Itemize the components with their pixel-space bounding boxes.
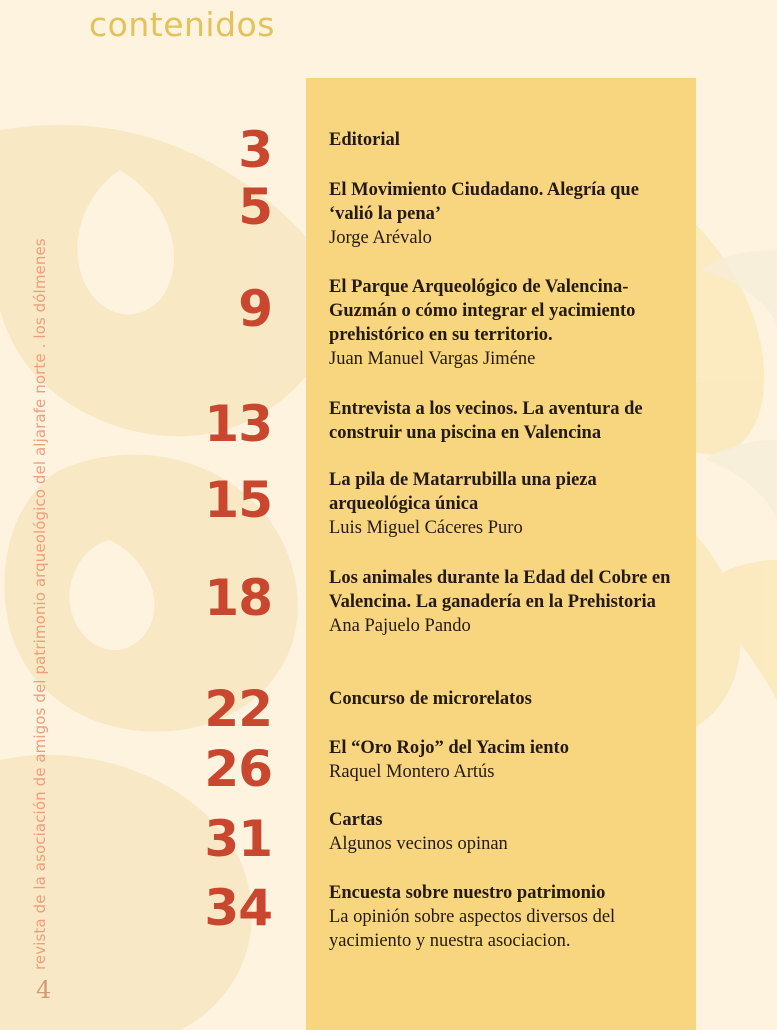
toc-title: El “Oro Rojo” del Yacim iento bbox=[329, 738, 569, 758]
toc-title: Cartas bbox=[329, 810, 383, 830]
toc-page-number: 34 bbox=[204, 879, 272, 937]
toc-title: El Movimiento Ciudadano. Alegría que ‘valió la pena’ bbox=[329, 180, 639, 224]
toc-title: La pila de Matarrubilla una pieza arqueológica única bbox=[329, 470, 597, 514]
magazine-caption: revista de la asociación de amigos del patrimonio arqueológico del aljarafe norte . los dólmenes bbox=[31, 238, 49, 970]
toc-page-number: 9 bbox=[238, 280, 272, 338]
toc-page-number: 3 bbox=[238, 121, 272, 179]
toc-entry[interactable] bbox=[329, 468, 674, 540]
page-title: contenidos bbox=[89, 5, 275, 44]
toc-page-number: 31 bbox=[204, 810, 272, 868]
toc-author: Ana Pajuelo Pando bbox=[329, 616, 471, 636]
toc-entry[interactable] bbox=[329, 275, 674, 371]
toc-page-number: 15 bbox=[204, 471, 272, 529]
toc-page-number: 5 bbox=[238, 178, 272, 236]
toc-entry[interactable] bbox=[329, 178, 674, 250]
toc-title: El Parque Arqueológico de Valencina-Guzmán o cómo integrar el yacimiento prehistórico en su territorio. bbox=[329, 277, 636, 345]
page-number: 4 bbox=[36, 976, 52, 1004]
toc-entry[interactable] bbox=[329, 128, 674, 152]
toc-author: Jorge Arévalo bbox=[329, 228, 432, 248]
toc-title: Concurso de microrelatos bbox=[329, 689, 532, 709]
toc-entry[interactable] bbox=[329, 808, 674, 856]
toc-author: Luis Miguel Cáceres Puro bbox=[329, 518, 523, 538]
toc-entry[interactable] bbox=[329, 687, 674, 711]
toc-title: Encuesta sobre nuestro patrimonio bbox=[329, 883, 606, 903]
toc-author: Juan Manuel Vargas Jiméne bbox=[329, 349, 536, 369]
toc-page-number: 13 bbox=[204, 395, 272, 453]
toc-title: Los animales durante la Edad del Cobre en Valencina. La ganadería en la Prehistoria bbox=[329, 568, 671, 612]
toc-author: Algunos vecinos opinan bbox=[329, 834, 508, 854]
toc-title: Entrevista a los vecinos. La aventura de construir una piscina en Valencina bbox=[329, 399, 643, 443]
toc-author: La opinión sobre aspectos diversos del yacimiento y nuestra asociacion. bbox=[329, 907, 616, 951]
toc-page-number: 22 bbox=[204, 680, 272, 738]
toc-entry[interactable] bbox=[329, 881, 674, 953]
toc-title: Editorial bbox=[329, 130, 400, 150]
toc-page-number: 18 bbox=[204, 569, 272, 627]
toc-entry[interactable] bbox=[329, 736, 674, 784]
toc-entry[interactable] bbox=[329, 397, 674, 445]
toc-entry[interactable] bbox=[329, 566, 674, 638]
toc-author: Raquel Montero Artús bbox=[329, 762, 495, 782]
toc-page-number: 26 bbox=[204, 740, 272, 798]
